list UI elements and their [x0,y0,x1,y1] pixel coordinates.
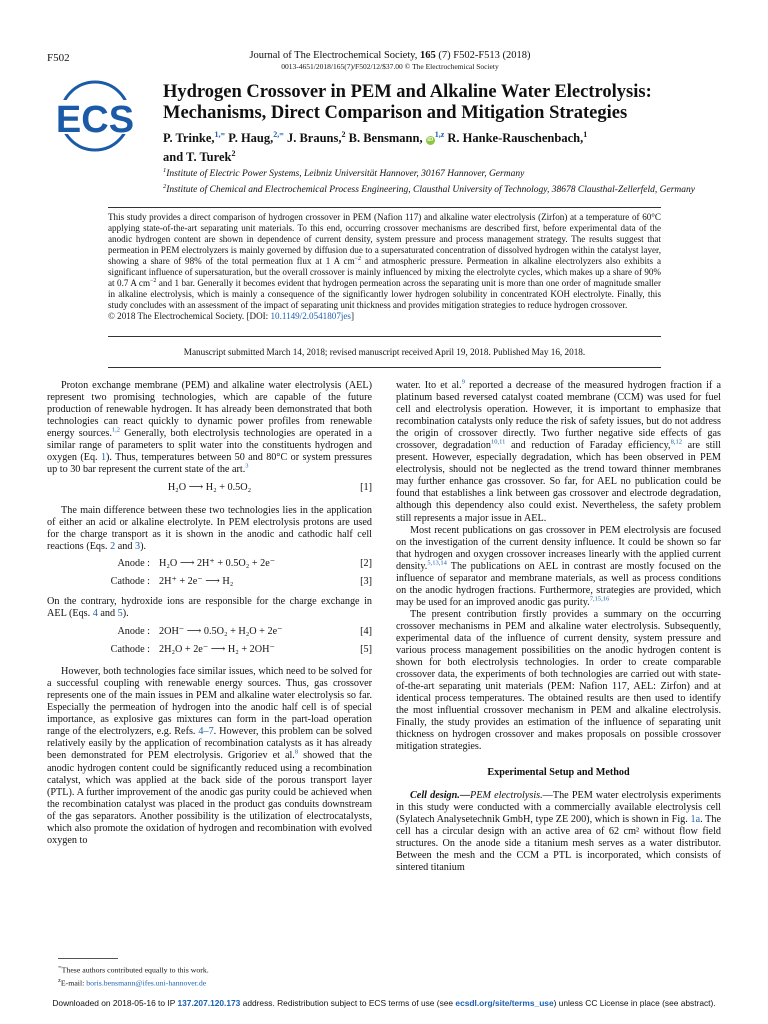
affiliation-marker: 2 [163,182,167,190]
citation-link[interactable]: 8 [294,749,299,757]
equation-body: H₂O ⟶ H₂ + 0.5O₂ [167,482,252,494]
equation-body: 2OH⁻ ⟶ 0.5O₂ + H₂O + 2e⁻ [159,626,283,638]
author-superscript: 1 [583,130,588,139]
logo-text: ECS [55,99,135,141]
equation-1 [47,482,372,500]
equation-link[interactable]: 3 [135,541,141,553]
author-superscript[interactable]: 1,z [434,130,445,139]
citation-link[interactable]: 3 [245,462,249,470]
abstract-superscript: −2 [150,277,157,284]
abstract-text: and atmospheric pressure. Permeation in alkaline electrolyzers also exhibits a significant influence of supersaturation, but the overall crossover is mainly influenced by mixing the electrolyte cycles, which makes up a share of 90% at 0.7 A cm [108,255,661,288]
ip-address-link[interactable]: 137.207.120.173 [177,998,241,1008]
paragraph: The main difference between these two technologies lies in the application of either an acid or alkaline electrolyte. In PEM electrolysis protons are used for the charge transport as it is shown in the anodic and cathodic half cell reactions (Eqs. 2 and 3). [47,504,372,553]
copyright-close: ] [350,310,354,321]
author-superscript: 2 [341,130,346,139]
section-heading: Experimental Setup and Method [487,767,630,779]
affiliations [163,165,723,196]
manuscript-rule [108,367,661,368]
equation-link[interactable]: 1 [100,452,107,464]
affiliation-text: Institute of Chemical and Electrochemical Process Engineering, Clausthal University of Technology, 38678 Clausthal-Zellerfeld, Germany [166,184,696,195]
equation-number: [1] [360,482,372,494]
author-name: R. Hanke-Rauschenbach, [444,131,584,146]
terms-of-use-link[interactable]: ecsdl.org/site/terms_use [455,998,554,1008]
affiliation-text: Institute of Electric Power Systems, Leibniz Universität Hannover, 30167 Hannover, Germany [166,169,525,180]
equation-label: Anode : [117,558,150,570]
paragraph: On the contrary, hydroxide ions are responsible for the charge exchange in AEL (Eqs. 4 and 5). [47,596,372,620]
copyright-text: © 2018 The Electrochemical Society. [DOI: [108,310,271,321]
author-list [163,127,723,165]
citation-link[interactable]: 5,13,14 [427,559,447,567]
affiliation-2 [163,181,723,197]
equation-number: [4] [360,626,372,638]
citation-link[interactable]: 9 [461,378,465,386]
equation-label: Anode : [117,626,150,638]
author-name: P. Haug, [225,131,274,146]
ecs-logo [45,80,145,152]
author-name: J. Brauns, [283,131,342,146]
author-superscript: 2 [231,149,236,159]
paragraph: Most recent publications on gas crossover in PEM electrolysis are focused on the investigation of the current density influence. It could be shown so far that hydrogen and oxygen crossover increases linearly with the applied current density.$^{5,13,14}$ The publications on AEL in contrast are mostly focused on the influence of separator and membrane materials, as well as process conditions on the anodic hydrogen fractions. Furthermore, strategies are provided, which may be used for an improved anodic gas purity.$^{7,15,16}$ [396,524,721,608]
author-name: P. Trinke, [163,131,215,146]
download-notice: Downloaded on 2018-05-16 to IP 137.207.120.173 address. Redistribution subject to ECS terms of use (see ecsdl.org/site/terms_use) unless CC License in place (see abstract). [52,998,716,1008]
footnotes [58,963,358,988]
journal-volume: 165 [420,50,436,61]
subsubsection-heading: PEM electrolysis. [470,789,543,801]
citation-link[interactable]: 1,2 [111,426,121,434]
abstract-top-rule [108,207,661,208]
citation-link[interactable]: 7,15,16 [589,595,610,603]
footnote-1: =These authors contributed equally to this work. [58,964,209,975]
equation-5 [47,644,372,662]
orcid-icon[interactable]: iD [427,137,434,144]
paper-title: Hydrogen Crossover in PEM and Alkaline Water Electrolysis: Mechanisms, Direct Comparison and Mitigation Strategies [163,82,652,123]
doi-link[interactable]: 10.1149/2.0541807jes [270,310,351,321]
affiliation-1 [163,165,723,181]
paragraph: Cell design.—PEM electrolysis.—The PEM water electrolysis experiments in this study were conducted with a commercially available electrolysis cell (Sylatech Analysetechnik GmbH, type ZE 200), which is shown in Fig. 1a. The cell has a circular design with an active area of 62 cm² without flow field structures. On the anode side a titanium mesh serves as a water distributor. Between the mesh and the CCM a PTL is incorporated, which consists of sintered titanium [396,789,722,873]
paragraph: However, both technologies face similar issues, which need to be solved for a successful coupling with renewable energy sources. Thus, gas crossover represents one of the main issues in PEM and alkaline water electrolysis so far. Especially the permeation of hydrogen into the anodic half cell is of special importance, as explosive gas mixtures can form in the part-load operation range of the electrolyzers, e.g. Refs. 4–7. However, this problem can be solved relatively easily by the application of recombination catalysts as it has already been demonstrated for PEM electrolysis. Grigoriev et al.$^8$ showed that the anodic hydrogen content could be significantly reduced using a recombination catalyst, which was applied at the back side of the porous transport layer (PTL). A further improvement of the anodic gas purity could be achieved when the recombination catalyst was placed in the product gas conduits downstream of the gas separators. Another possibility is the utilization of electrocatalysts, which also promote the oxidation of hydrogen and recombination with evolved oxygen to [47,666,372,846]
abstract-superscript: −2 [354,255,362,262]
citation-link[interactable]: 4–7 [198,726,214,738]
equation-3 [47,576,372,594]
abstract [108,212,661,322]
author-name: B. Bensmann, [345,131,423,146]
equation-body: 2H⁺ + 2e⁻ ⟶ H₂ [159,575,234,587]
author-superscript[interactable]: 1,= [214,130,226,139]
footnote-2: $^z$E-mail: boris.bensmann@ifes.uni-hannover.de [58,976,207,988]
equation-link[interactable]: 4 [92,608,98,620]
figure-link[interactable]: 1a [690,813,701,825]
abstract-text: and 1 bar. Generally it becomes evident that hydrogen permeation across the separating unit is more than one order of magnitude smaller in alkaline electrolysis, which is mainly a consequence of the significantly lower hydrogen solubility in concentrated KOH electrolyte. Finally, this study concludes with an assessment of the impact of separating unit thickness and provides mitigation strategies to reduce hydrogen crossover. [108,277,661,310]
subsection-heading: Cell design. [410,789,460,801]
paragraph: water. Ito et al.$^9$ reported a decrease of the measured hydrogen fraction if a platinum based reversed catalyst coated membrane (CCM) was used for fuel cell and electrolysis operation. However, it is important to emphasize that recombination catalysts only reduce the risk of safety issues, but do not address the origin of crossover directly. Two further negative side effects of gas crossover, degradation$^{10,11}$ and reduction of Faraday efficiency,$^{8,12}$ are still present. However, especially degradation, which has been observed in PEM electrolysis, should not be neglected as the trend toward thinner membranes may further enhance gas crossover. So far, for AEL no publication could be found that establishes a link between gas crossover and electrode degradation, although this dependency also could exist. Nevertheless, the safety problem still represents a major issue in AEL. [396,378,721,524]
email-link[interactable]: boris.bensmann@ifes.uni-hannover.de [86,978,207,988]
page-number: F502 [47,52,70,64]
equation-label: Cathode : [110,643,150,655]
equation-body: H₂O ⟶ 2H⁺ + 0.5O₂ + 2e⁻ [159,558,276,570]
author-name: and T. Turek [163,150,232,165]
journal-issue-pages: (7) F502-F513 (2018) [438,50,531,61]
equation-number: [5] [360,643,372,655]
left-column [47,380,372,847]
paragraph: Proton exchange membrane (PEM) and alkaline water electrolysis (AEL) represent two promising technologies, which are capable of the future production of renewable hydrogen. It has already been demonstrated that both technologies can react quickly to dynamic power profiles from renewable energy sources.$^{1,2}$ Generally, both electrolysis technologies are operated in a similar range of parameters to split water into the constituents hydrogen and oxygen (Eq. 1). Thus, temperatures between 50 and 80°C or system pressures up to 30 bar represent the current state of the art.$^3$ [47,380,372,476]
equation-4 [47,626,372,644]
paragraph: The present contribution firstly provides a summary on the occurring crossover mechanisms in PEM and alkaline water electrolysis. Subsequently, experimental data of the influence of current density, system pressure and various process management possibilities on the anodic hydrogen content is shown for both electrolysis technologies. In order to create comparable crossover data, the experiments of both technologies are carried out with state-of-the-art separating unit materials (PEM: Nafion 117, AEL: Zirfon) and at identical process temperatures. The obtained results are then used to identify the most influential crossover mechanism in PEM and alkaline electrolysis. Finally, the study provides an estimation of the influence of separating unit thickness on hydrogen crossover and makes proposals on possible crossover mitigation strategies. [396,608,721,753]
footnote-rule [58,958,118,959]
manuscript-dates: Manuscript submitted March 14, 2018; revised manuscript received April 19, 2018. Published May 16, 2018. [183,347,586,357]
equation-number: [2] [360,558,372,570]
equation-number: [3] [360,575,372,587]
journal-reference [230,50,550,71]
equation-label: Cathode : [110,575,150,587]
equation-link[interactable]: 2 [110,541,116,553]
right-column [396,380,721,874]
abstract-text: This study provides a direct comparison of hydrogen crossover in PEM (Nafion 117) and alkaline water electrolysis (Zirfon) at a temperature of 60°C applying state-of-the-art separating unit materials. To this end, occurring crossover mechanisms are described first, before experimental data of the anodic hydrogen content are shown in dependence of current density, system pressure and process management strategy. The results suggest that permeation in PEM electrolyzers is mainly governed by diffusion due to a supersaturated concentration of dissolved hydrogen within the catalyst layer, showing a share of 98% of the total permeation flux at 1 A cm [108,212,661,266]
affiliation-marker: 1 [163,167,167,174]
issn-line: 0013-4651/2018/165(7)/F502/12/$37.00 © The Electrochemical Society [281,62,499,71]
abstract-bottom-rule [108,336,661,337]
equation-body: 2H₂O + 2e⁻ ⟶ H₂ + 2OH⁻ [159,643,275,655]
equation-2 [47,558,372,576]
citation-link[interactable]: 8,12 [670,438,682,446]
author-superscript[interactable]: 2,= [273,130,284,139]
equation-link[interactable]: 5 [117,608,123,620]
journal-name: Journal of The Electrochemical Society, [249,50,418,61]
citation-link[interactable]: 10,11 [490,438,506,446]
journal-citation [230,50,550,62]
